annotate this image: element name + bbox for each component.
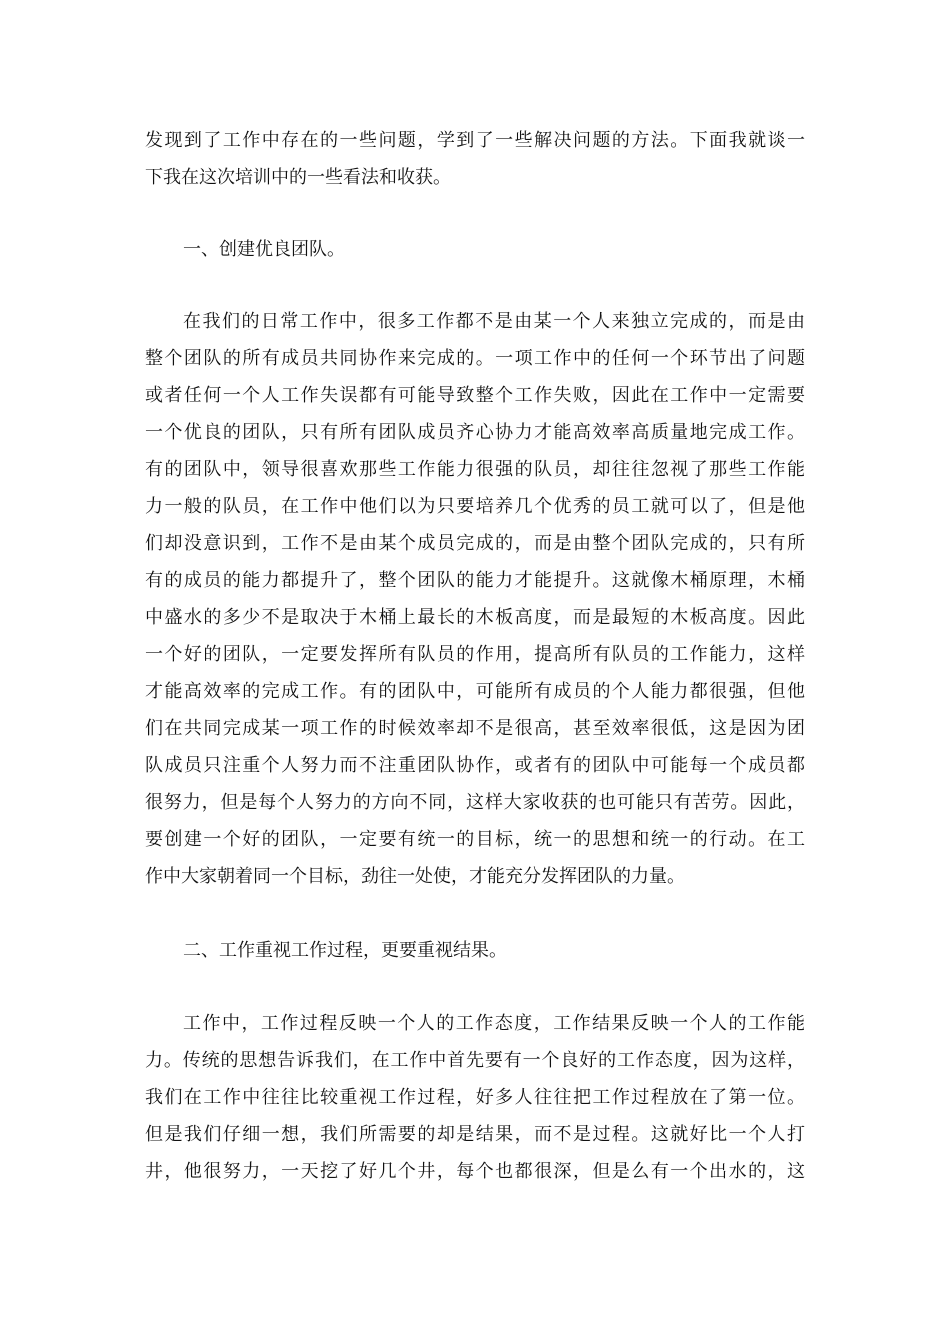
paragraph-line: 作中大家朝着同一个目标，劲往一处使，才能充分发挥团队的力量。 [145,866,685,887]
paragraph-line: 或者任何一个人工作失误都有可能导致整个工作失败，因此在工作中一定需要 [145,385,805,406]
section-heading: 一、创建优良团队。 [183,239,345,260]
paragraph-line: 们却没意识到，工作不是由某个成员完成的，而是由整个团队完成的，只有所 [145,533,805,554]
paragraph-line: 但是我们仔细一想，我们所需要的却是结果，而不是过程。这就好比一个人打 [145,1124,805,1145]
paragraph-line: 有的团队中，领导很喜欢那些工作能力很强的队员，却往往忽视了那些工作能 [145,459,805,480]
paragraph-line: 在我们的日常工作中，很多工作都不是由某一个人来独立完成的，而是由 [183,311,805,332]
paragraph-line: 整个团队的所有成员共同协作来完成的。一项工作中的任何一个环节出了问题 [145,348,805,369]
paragraph-line: 一个好的团队，一定要发挥所有队员的作用，提高所有队员的工作能力，这样 [145,644,805,665]
paragraph-line: 发现到了工作中存在的一些问题，学到了一些解决问题的方法。下面我就谈一 [145,130,805,151]
paragraph-line: 我们在工作中往往比较重视工作过程，好多人往往把工作过程放在了第一位。 [145,1087,805,1108]
paragraph-line: 工作中，工作过程反映一个人的工作态度，工作结果反映一个人的工作能 [183,1013,805,1034]
paragraph-line: 才能高效率的完成工作。有的团队中，可能所有成员的个人能力都很强，但他 [145,681,805,702]
paragraph-line: 井，他很努力，一天挖了好几个井，每个也都很深，但是么有一个出水的，这 [145,1161,805,1182]
paragraph-line: 力一般的队员，在工作中他们以为只要培养几个优秀的员工就可以了，但是他 [145,496,805,517]
section-heading: 二、工作重视工作过程，更要重视结果。 [183,940,507,961]
paragraph-line: 队成员只注重个人努力而不注重团队协作，或者有的团队中可能每一个成员都 [145,755,805,776]
paragraph-line: 要创建一个好的团队，一定要有统一的目标，统一的思想和统一的行动。在工 [145,829,805,850]
paragraph-line: 中盛水的多少不是取决于木桶上最长的木板高度，而是最短的木板高度。因此 [145,607,805,628]
paragraph-line: 下我在这次培训中的一些看法和收获。 [145,167,451,188]
paragraph-line: 一个优良的团队，只有所有团队成员齐心协力才能高效率高质量地完成工作。 [145,422,805,443]
paragraph-line: 很努力，但是每个人努力的方向不同，这样大家收获的也可能只有苦劳。因此， [145,792,805,813]
paragraph-line: 们在共同完成某一项工作的时候效率却不是很高，甚至效率很低，这是因为团 [145,718,805,739]
paragraph-line: 力。传统的思想告诉我们，在工作中首先要有一个良好的工作态度，因为这样， [145,1050,805,1071]
paragraph-line: 有的成员的能力都提升了，整个团队的能力才能提升。这就像木桶原理，木桶 [145,570,805,591]
